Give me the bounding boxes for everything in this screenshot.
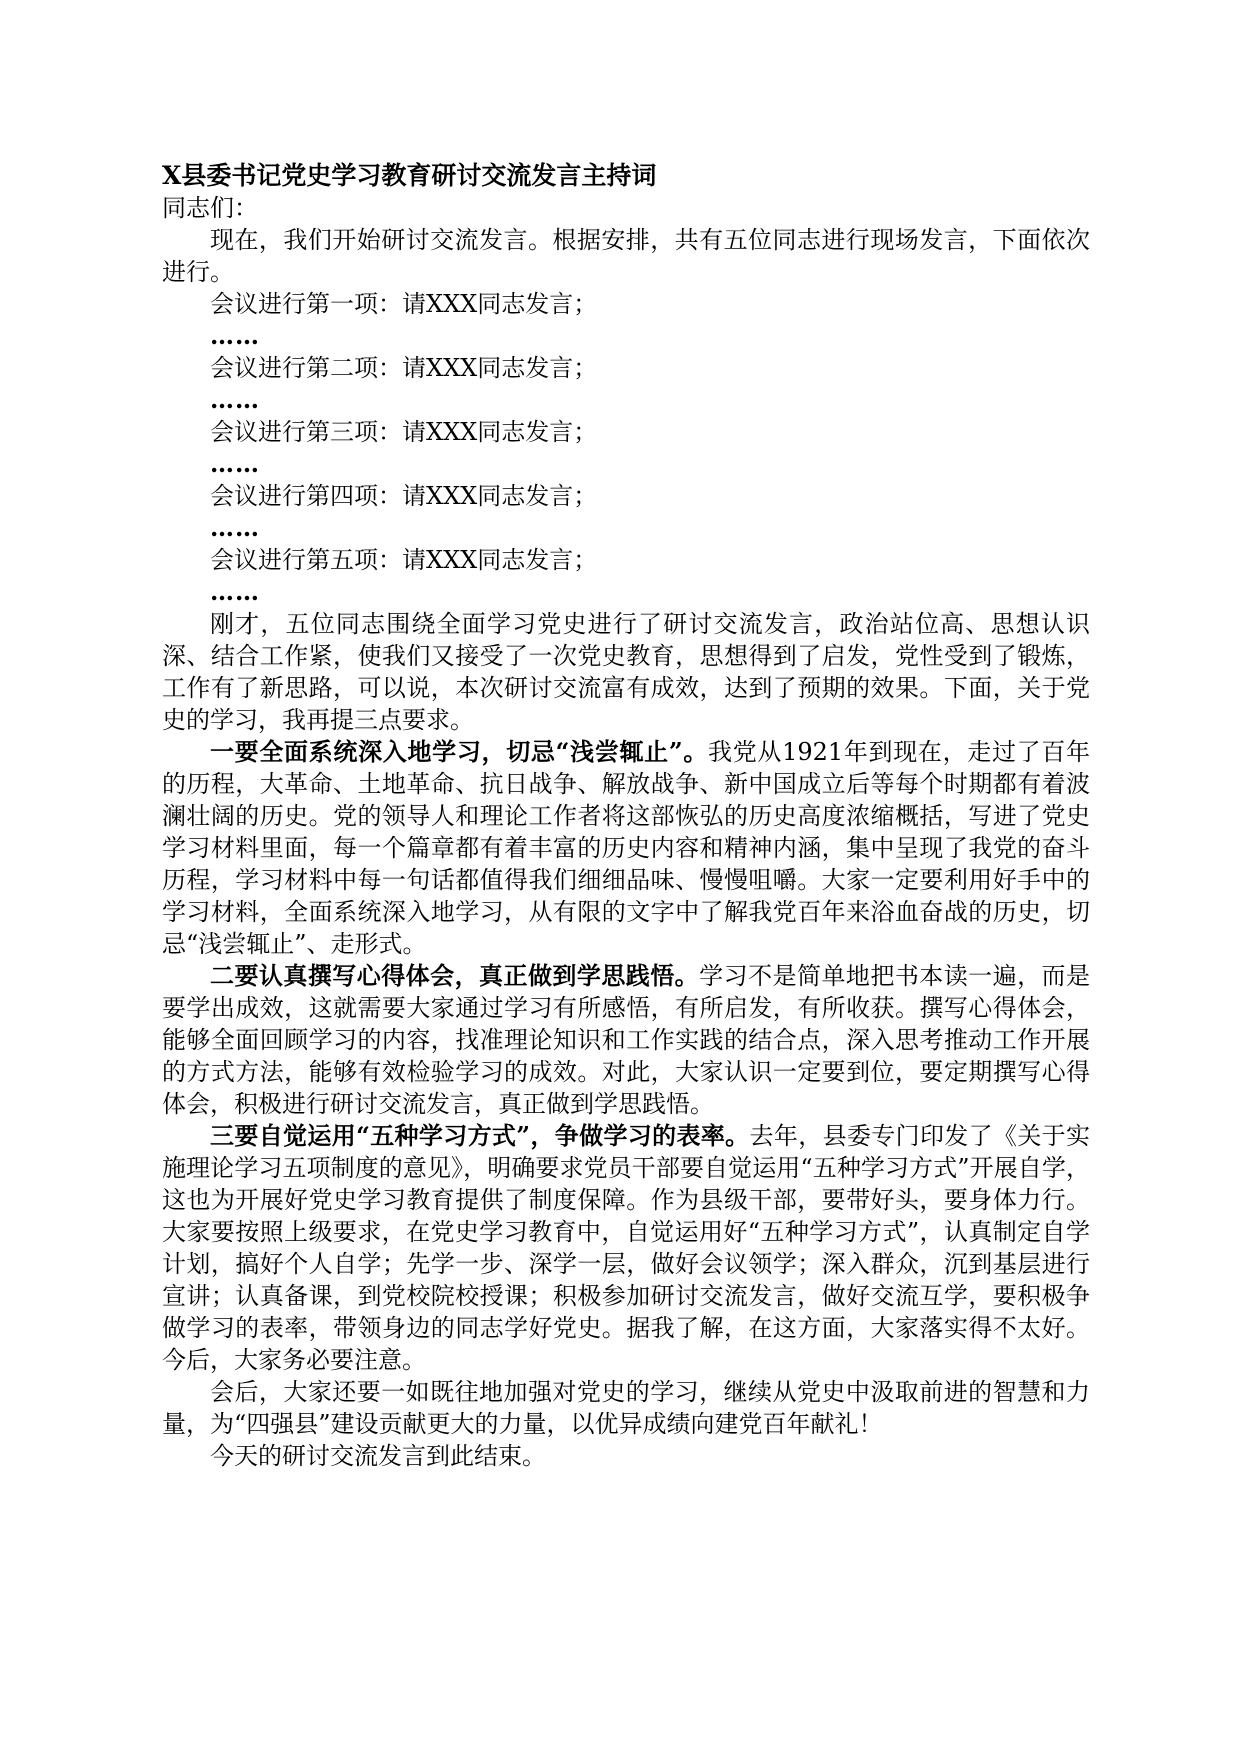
- requirement-paragraph-2: [162, 960, 1090, 1120]
- requirement-lead-2: 二要认真撰写心得体会，真正做到学思践悟。: [210, 961, 700, 990]
- agenda-ellipsis-4: ……: [210, 513, 260, 542]
- requirement-paragraph-1: [162, 736, 1090, 960]
- closing-paragraph: 会后，大家还要一如既往地加强对党史的学习，继续从党史中汲取前进的智慧和力量，为“四强县”建设贡献更大的力量，以优异成绩向建党百年献礼！: [162, 1378, 1090, 1438]
- summary-paragraph: 刚才，五位同志围绕全面学习党史进行了研讨交流发言，政治站位高、思想认识深、结合工作紧，使我们又接受了一次党史教育，思想得到了启发，党性受到了锻炼，工作有了新思路，可以说，本次研讨交流富有成效，达到了预期的效果。下面，关于党史的学习，我再提三点要求。: [162, 610, 1090, 734]
- agenda-item-2: 会议进行第二项：请XXX同志发言；: [210, 354, 598, 382]
- agenda-ellipsis-3: ……: [210, 449, 260, 478]
- agenda-item-5: 会议进行第五项：请XXX同志发言；: [210, 546, 598, 574]
- agenda-item-1: 会议进行第一项：请XXX同志发言；: [210, 290, 598, 318]
- end-paragraph: 今天的研讨交流发言到此结束。: [210, 1442, 546, 1470]
- agenda-ellipsis-1: ……: [210, 321, 260, 350]
- requirement-lead-3: 三要自觉运用“五种学习方式”，争做学习的表率。: [210, 1121, 750, 1150]
- agenda-ellipsis-5: ……: [210, 577, 260, 606]
- document-page: [162, 160, 1090, 1472]
- agenda-item-4: 会议进行第四项：请XXX同志发言；: [210, 482, 598, 510]
- agenda-item-3: 会议进行第三项：请XXX同志发言；: [210, 418, 598, 446]
- agenda-ellipsis-2: ……: [210, 385, 260, 414]
- requirement-lead-1: 一要全面系统深入地学习，切忌“浅尝辄止”。: [210, 737, 709, 766]
- intro-paragraph: 现在，我们开始研讨交流发言。根据安排，共有五位同志进行现场发言，下面依次进行。: [162, 226, 1090, 286]
- document-title: X县委书记党史学习教育研讨交流发言主持词: [162, 161, 657, 190]
- requirement-body-1: 我党从1921年到现在，走过了百年的历程，大革命、土地革命、抗日战争、解放战争、新中国成立后等每个时期都有着波澜壮阔的历史。党的领导人和理论工作者将这部恢弘的历史高度浓缩概括，写进了党史学习材料里面，每一个篇章都有着丰富的历史内容和精神内涵，集中呈现了我党的奋斗历程，学习材料中每一句话都值得我们细细品味、慢慢咀嚼。大家一定要利用好手中的学习材料，全面系统深入地学习，从有限的文字中了解我党百年来浴血奋战的历史，切忌“浅尝辄止”、走形式。: [162, 738, 1091, 958]
- salutation: 同志们：: [162, 194, 258, 222]
- requirement-body-3: 去年，县委专门印发了《关于实施理论学习五项制度的意见》，明确要求党员干部要自觉运用“五种学习方式”开展自学，这也为开展好党史学习教育提供了制度保障。作为县级干部，要带好头，要身体力行。大家要按照上级要求，在党史学习教育中，自觉运用好“五种学习方式”，认真制定自学计划，搞好个人自学；先学一步、深学一层，做好会议领学；深入群众，沉到基层进行宣讲；认真备课，到党校院校授课；积极参加研讨交流发言，做好交流互学，要积极争做学习的表率，带领身边的同志学好党史。据我了解，在这方面，大家落实得不太好。今后，大家务必要注意。: [162, 1122, 1091, 1374]
- requirement-body-2: 学习不是简单地把书本读一遍，而是要学出成效，这就需要大家通过学习有所感悟，有所启发，有所收获。撰写心得体会，能够全面回顾学习的内容，找准理论知识和工作实践的结合点，深入思考推动工作开展的方式方法，能够有效检验学习的成效。对此，大家认识一定要到位，要定期撰写心得体会，积极进行研讨交流发言，真正做到学思践悟。: [162, 962, 1091, 1118]
- requirement-paragraph-3: [162, 1120, 1090, 1376]
